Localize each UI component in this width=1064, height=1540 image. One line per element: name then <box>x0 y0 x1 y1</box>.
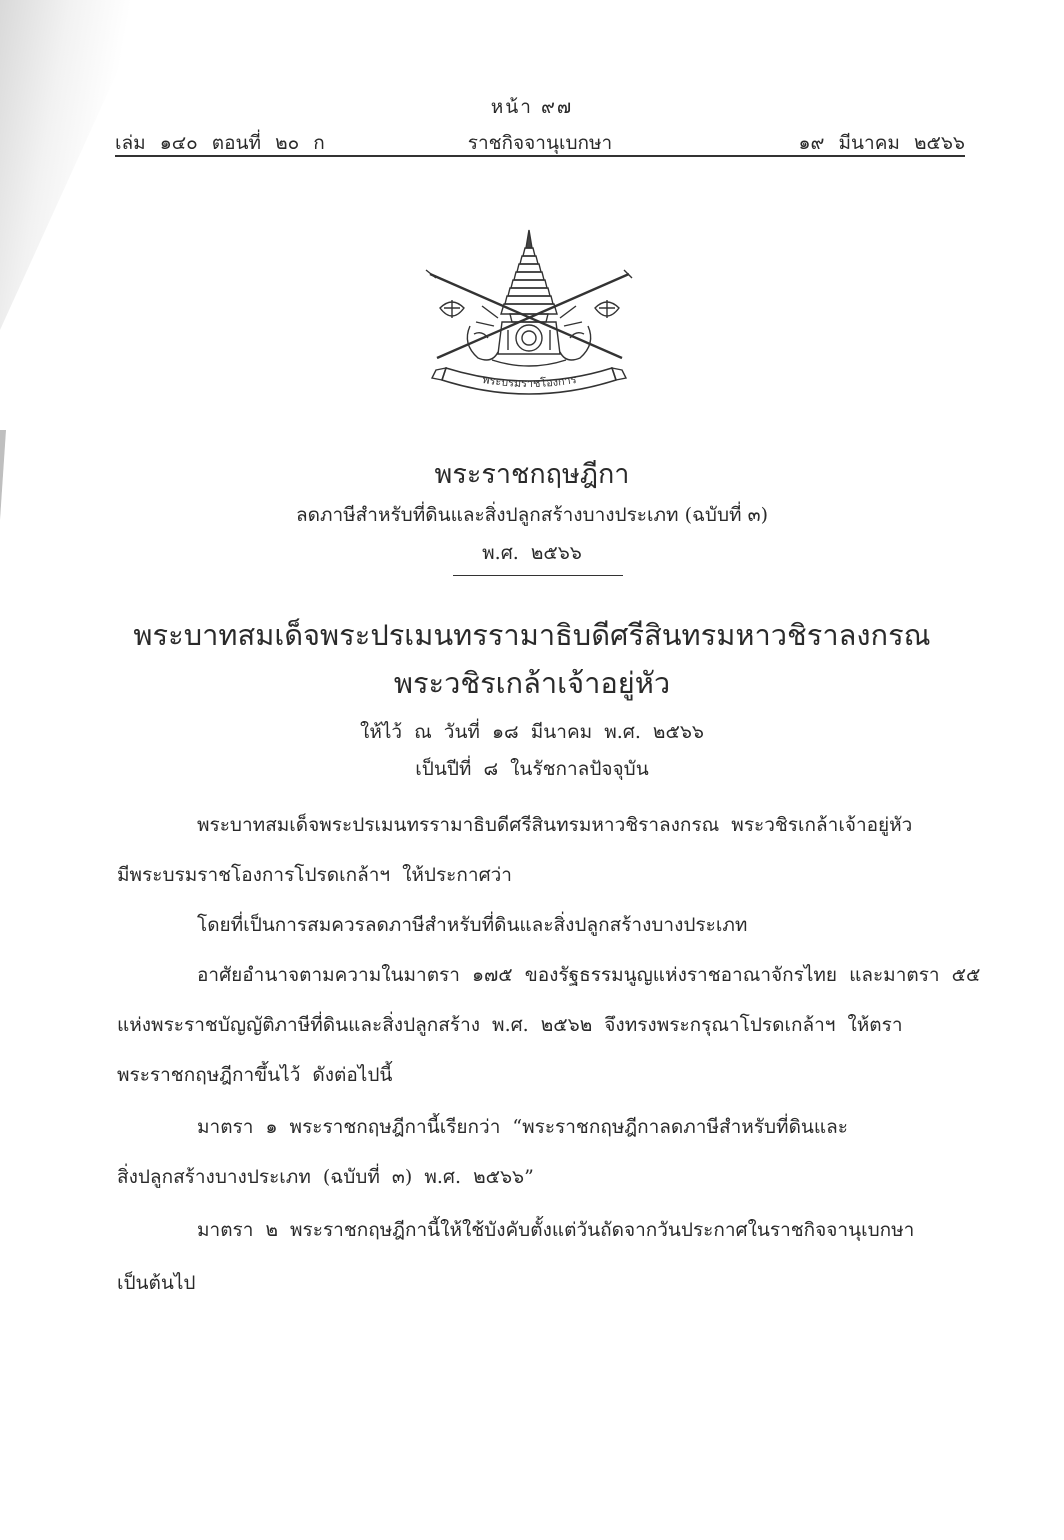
section-2-line1: มาตรา ๒ พระราชกฤษฎีกานี้ให้ใช้บังคับตั้งแต่วันถัดจากวันประกาศในราชกิจจานุเบกษา <box>197 1219 915 1241</box>
king-title-line2: พระวชิรเกล้าเจ้าอยู่หัว <box>393 666 671 700</box>
body-line: พระราชกฤษฎีกาขึ้นไว้ ดังต่อไปนี้ <box>117 1064 393 1086</box>
title-rule <box>453 575 623 576</box>
body-line: มีพระบรมราชโองการโปรดเกล้าฯ ให้ประกาศว่า <box>117 864 512 886</box>
document-subtitle: ลดภาษีสำหรับที่ดินและสิ่งปลูกสร้างบางประเภท (ฉบับที่ ๓) <box>295 504 769 526</box>
section-1-line1: มาตรา ๑ พระราชกฤษฎีกานี้เรียกว่า “พระราชกฤษฎีกาลดภาษีสำหรับที่ดินและ <box>197 1116 848 1138</box>
gazette-name: ราชกิจจานุเบกษา <box>467 132 613 154</box>
emblem-banner-text: พระบรมราชโองการ <box>481 372 578 391</box>
body-line: พระบาทสมเด็จพระปรเมนทรรามาธิบดีศรีสินทรมหาวชิราลงกรณ พระวชิรเกล้าเจ้าอยู่หัว <box>197 814 913 836</box>
body-line: อาศัยอำนาจตามความในมาตรา ๑๗๕ ของรัฐธรรมนูญแห่งราชอาณาจักรไทย และมาตรา ๕๕ <box>197 964 981 986</box>
volume-info: เล่ม ๑๔๐ ตอนที่ ๒๐ ก <box>115 132 325 154</box>
page-number: หน้า ๙๗ <box>490 96 574 118</box>
document-year: พ.ศ. ๒๕๖๖ <box>482 542 582 564</box>
document-title: พระราชกฤษฎีกา <box>434 459 630 490</box>
body-line: แห่งพระราชบัญญัติภาษีที่ดินและสิ่งปลูกสร้าง พ.ศ. ๒๕๖๒ จึงทรงพระกรุณาโปรดเกล้าฯ ให้ตรา <box>117 1014 903 1036</box>
gazette-header <box>115 128 965 158</box>
king-title-line1: พระบาทสมเด็จพระปรเมนทรรามาธิบดีศรีสินทรมหาวชิราลงกรณ <box>133 618 931 652</box>
section-1-line2: สิ่งปลูกสร้างบางประเภท (ฉบับที่ ๓) พ.ศ. ๒๕๖๖” <box>117 1166 534 1188</box>
gazette-date: ๑๙ มีนาคม ๒๕๖๖ <box>798 132 965 154</box>
body-line: โดยที่เป็นการสมควรลดภาษีสำหรับที่ดินและสิ่งปลูกสร้างบางประเภท <box>197 914 748 936</box>
header-rule <box>115 155 965 157</box>
reign-year: เป็นปีที่ ๘ ในรัชกาลปัจจุบัน <box>415 758 649 780</box>
section-2-line2: เป็นต้นไป <box>117 1272 196 1294</box>
given-date: ให้ไว้ ณ วันที่ ๑๘ มีนาคม พ.ศ. ๒๕๖๖ <box>360 721 704 743</box>
royal-emblem-icon <box>422 226 637 401</box>
